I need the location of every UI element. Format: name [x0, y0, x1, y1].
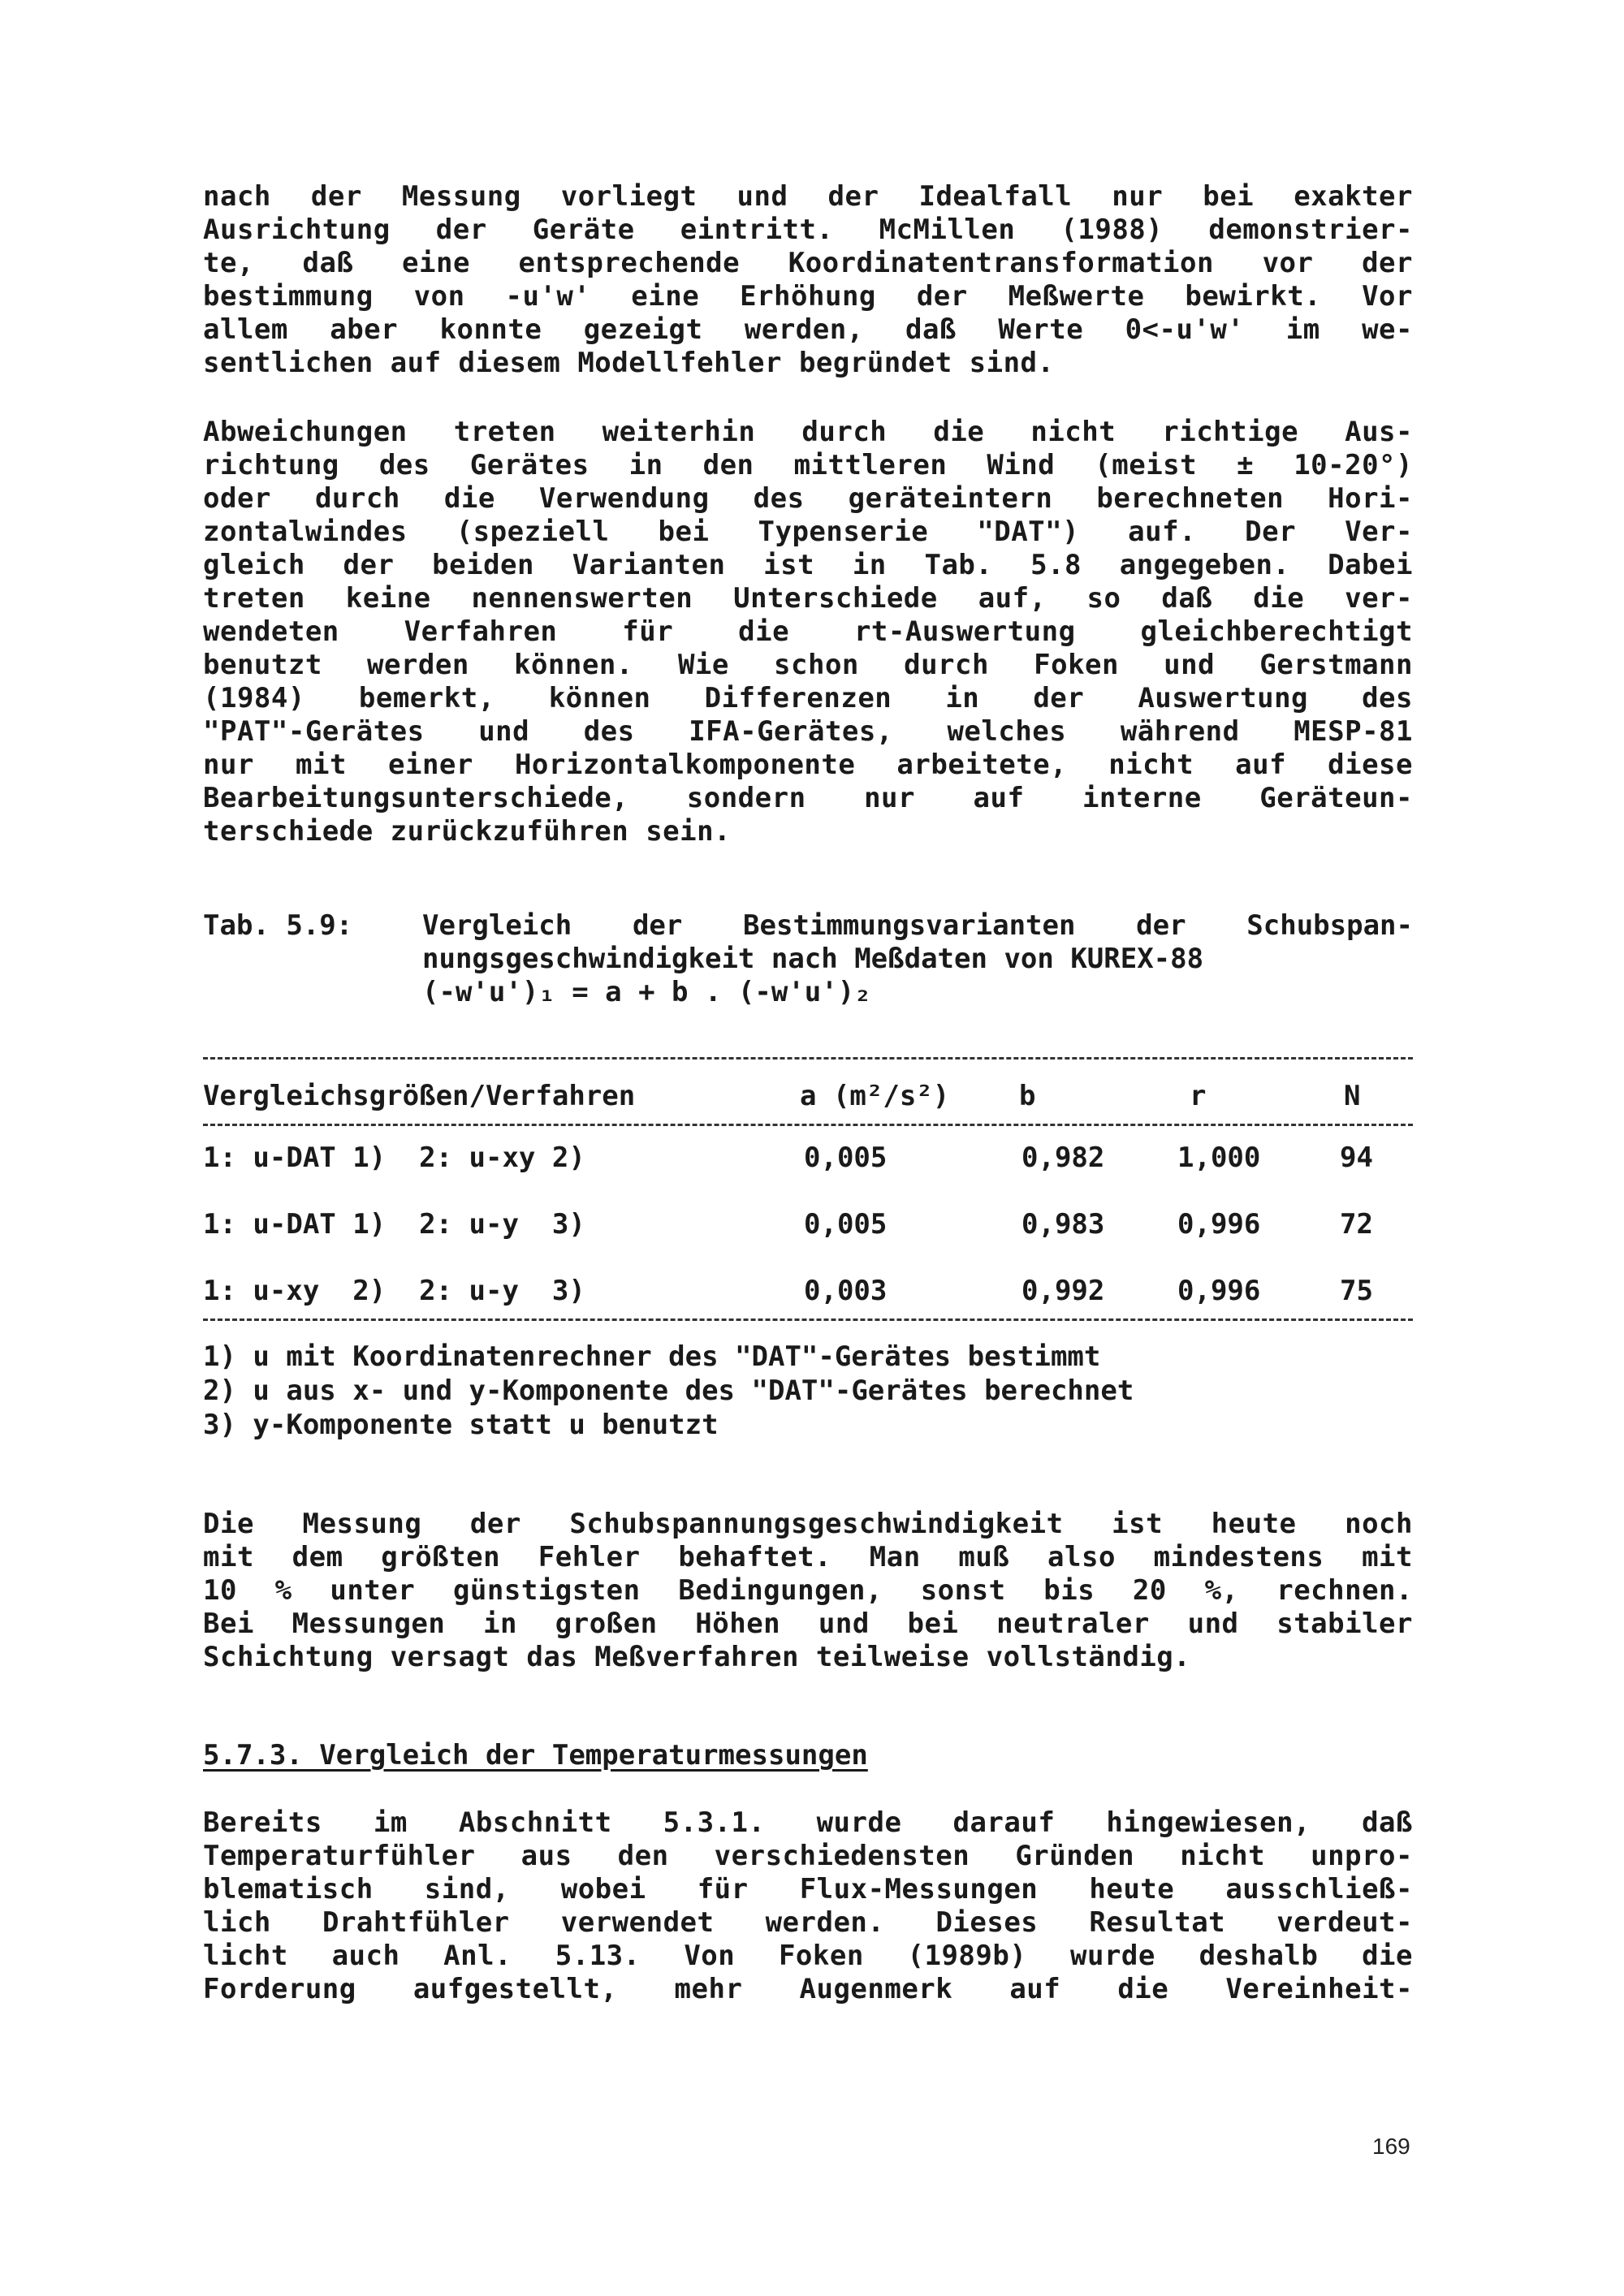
text-line: Bereits im Abschnitt 5.3.1. wurde darauf hingewiesen, daß	[203, 1806, 1413, 1839]
page-number: 169	[1372, 2134, 1410, 2159]
text-line: licht auch Anl. 5.13. Von Foken (1989b) wurde deshalb die	[203, 1940, 1413, 1972]
header-b: b	[1019, 1080, 1036, 1112]
row-n: 72	[1340, 1208, 1373, 1241]
text-line: wendeten Verfahren für die rt-Auswertung gleichberechtigt	[203, 615, 1413, 648]
table-label: Tab. 5.9:	[203, 909, 353, 942]
table-rule-header	[203, 1124, 1413, 1126]
row-n: 94	[1340, 1142, 1373, 1174]
table-rule-top	[203, 1057, 1413, 1060]
paragraph-1	[203, 180, 1413, 380]
text-line: Abweichungen treten weiterhin durch die nicht richtige Aus-	[203, 416, 1413, 448]
text-line: allem aber konnte gezeigt werden, daß Werte 0<-u'w' im we-	[203, 313, 1413, 346]
row-a: 0,005	[804, 1142, 888, 1174]
row-a: 0,005	[804, 1208, 888, 1241]
header-n: N	[1344, 1080, 1361, 1112]
paragraph-4	[203, 1806, 1413, 2006]
text-line: Die Messung der Schubspannungsgeschwindigkeit ist heute noch	[203, 1508, 1413, 1540]
caption-line: nungsgeschwindigkeit nach Meßdaten von KUREX-88	[422, 943, 1204, 975]
text-line: treten keine nennenswerten Unterschiede auf, so daß die ver-	[203, 582, 1413, 615]
header-method: Vergleichsgrößen/Verfahren	[203, 1080, 636, 1112]
text-line: richtung des Gerätes in den mittleren Wind (meist ± 10-20°)	[203, 449, 1413, 481]
row-r: 0,996	[1177, 1275, 1261, 1307]
text-line: Bearbeitungsunterschiede, sondern nur auf interne Geräteun-	[203, 782, 1413, 814]
row-r: 1,000	[1177, 1142, 1261, 1174]
text-line: gleich der beiden Varianten ist in Tab. 5.8 angegeben. Dabei	[203, 549, 1413, 581]
text-line: Ausrichtung der Geräte eintritt. McMillen (1988) demonstrier-	[203, 214, 1413, 246]
table-rule-bottom	[203, 1318, 1413, 1321]
text-line: nur mit einer Horizontalkomponente arbeitete, nicht auf diese	[203, 749, 1413, 781]
header-r: r	[1190, 1080, 1207, 1112]
text-line: sentlichen auf diesem Modellfehler begründet sind.	[203, 347, 1055, 379]
row-b: 0,983	[1021, 1208, 1105, 1241]
row-a: 0,003	[804, 1275, 888, 1307]
row-method: 1: u-xy 2) 2: u-y 3)	[203, 1275, 585, 1307]
footnote: 3) y-Komponente statt u benutzt	[203, 1409, 719, 1441]
footnote: 1) u mit Koordinatenrechner des "DAT"-Gerätes bestimmt	[203, 1340, 1101, 1373]
text-line: Temperaturfühler aus den verschiedensten Gründen nicht unpro-	[203, 1840, 1413, 1872]
row-method: 1: u-DAT 1) 2: u-y 3)	[203, 1208, 585, 1241]
text-line: terschiede zurückzuführen sein.	[203, 815, 732, 848]
text-line: Schichtung versagt das Meßverfahren teilweise vollständig.	[203, 1641, 1191, 1673]
text-line: oder durch die Verwendung des geräteintern berechneten Hori-	[203, 482, 1413, 515]
table-row	[203, 1142, 1413, 1175]
caption-line: (-w'u')₁ = a + b . (-w'u')₂	[422, 976, 871, 1008]
row-method: 1: u-DAT 1) 2: u-xy 2)	[203, 1142, 585, 1174]
row-n: 75	[1340, 1275, 1373, 1307]
text-line: te, daß eine entsprechende Koordinatentransformation vor der	[203, 247, 1413, 279]
header-a: a (m²/s²)	[800, 1080, 950, 1112]
text-line: "PAT"-Gerätes und des IFA-Gerätes, welches während MESP-81	[203, 715, 1413, 748]
text-line: zontalwindes (speziell bei Typenserie "DAT") auf. Der Ver-	[203, 516, 1413, 548]
text-line: 10 % unter günstigsten Bedingungen, sonst bis 20 %, rechnen.	[203, 1574, 1413, 1607]
text-line: nach der Messung vorliegt und der Idealfall nur bei exakter	[203, 180, 1413, 213]
footnote: 2) u aus x- und y-Komponente des "DAT"-Gerätes berechnet	[203, 1375, 1134, 1407]
text-line: bestimmung von -u'w' eine Erhöhung der Meßwerte bewirkt. Vor	[203, 280, 1413, 313]
text-line: benutzt werden können. Wie schon durch Foken und Gerstmann	[203, 649, 1413, 681]
table-row	[203, 1275, 1413, 1308]
text-line: Bei Messungen in großen Höhen und bei neutraler und stabiler	[203, 1608, 1413, 1640]
table-footnotes	[203, 1340, 1413, 1442]
row-b: 0,982	[1021, 1142, 1105, 1174]
text-line: blematisch sind, wobei für Flux-Messungen heute ausschließ-	[203, 1873, 1413, 1905]
paragraph-3	[203, 1508, 1413, 1674]
paragraph-2	[203, 416, 1413, 848]
text-line: lich Drahtfühler verwendet werden. Dieses Resultat verdeut-	[203, 1906, 1413, 1939]
table-row	[203, 1208, 1413, 1241]
text-line: (1984) bemerkt, können Differenzen in der Auswertung des	[203, 682, 1413, 714]
row-r: 0,996	[1177, 1208, 1261, 1241]
caption-line: Vergleich der Bestimmungsvarianten der Schubspan-	[422, 909, 1413, 942]
text-line: mit dem größten Fehler behaftet. Man muß also mindestens mit	[203, 1541, 1413, 1573]
table-caption-text	[422, 909, 1413, 1009]
table-header-row	[203, 1080, 1413, 1113]
row-b: 0,992	[1021, 1275, 1105, 1307]
section-heading: 5.7.3. Vergleich der Temperaturmessungen	[203, 1739, 868, 1772]
text-line: Forderung aufgestellt, mehr Augenmerk auf die Vereinheit-	[203, 1973, 1413, 2005]
